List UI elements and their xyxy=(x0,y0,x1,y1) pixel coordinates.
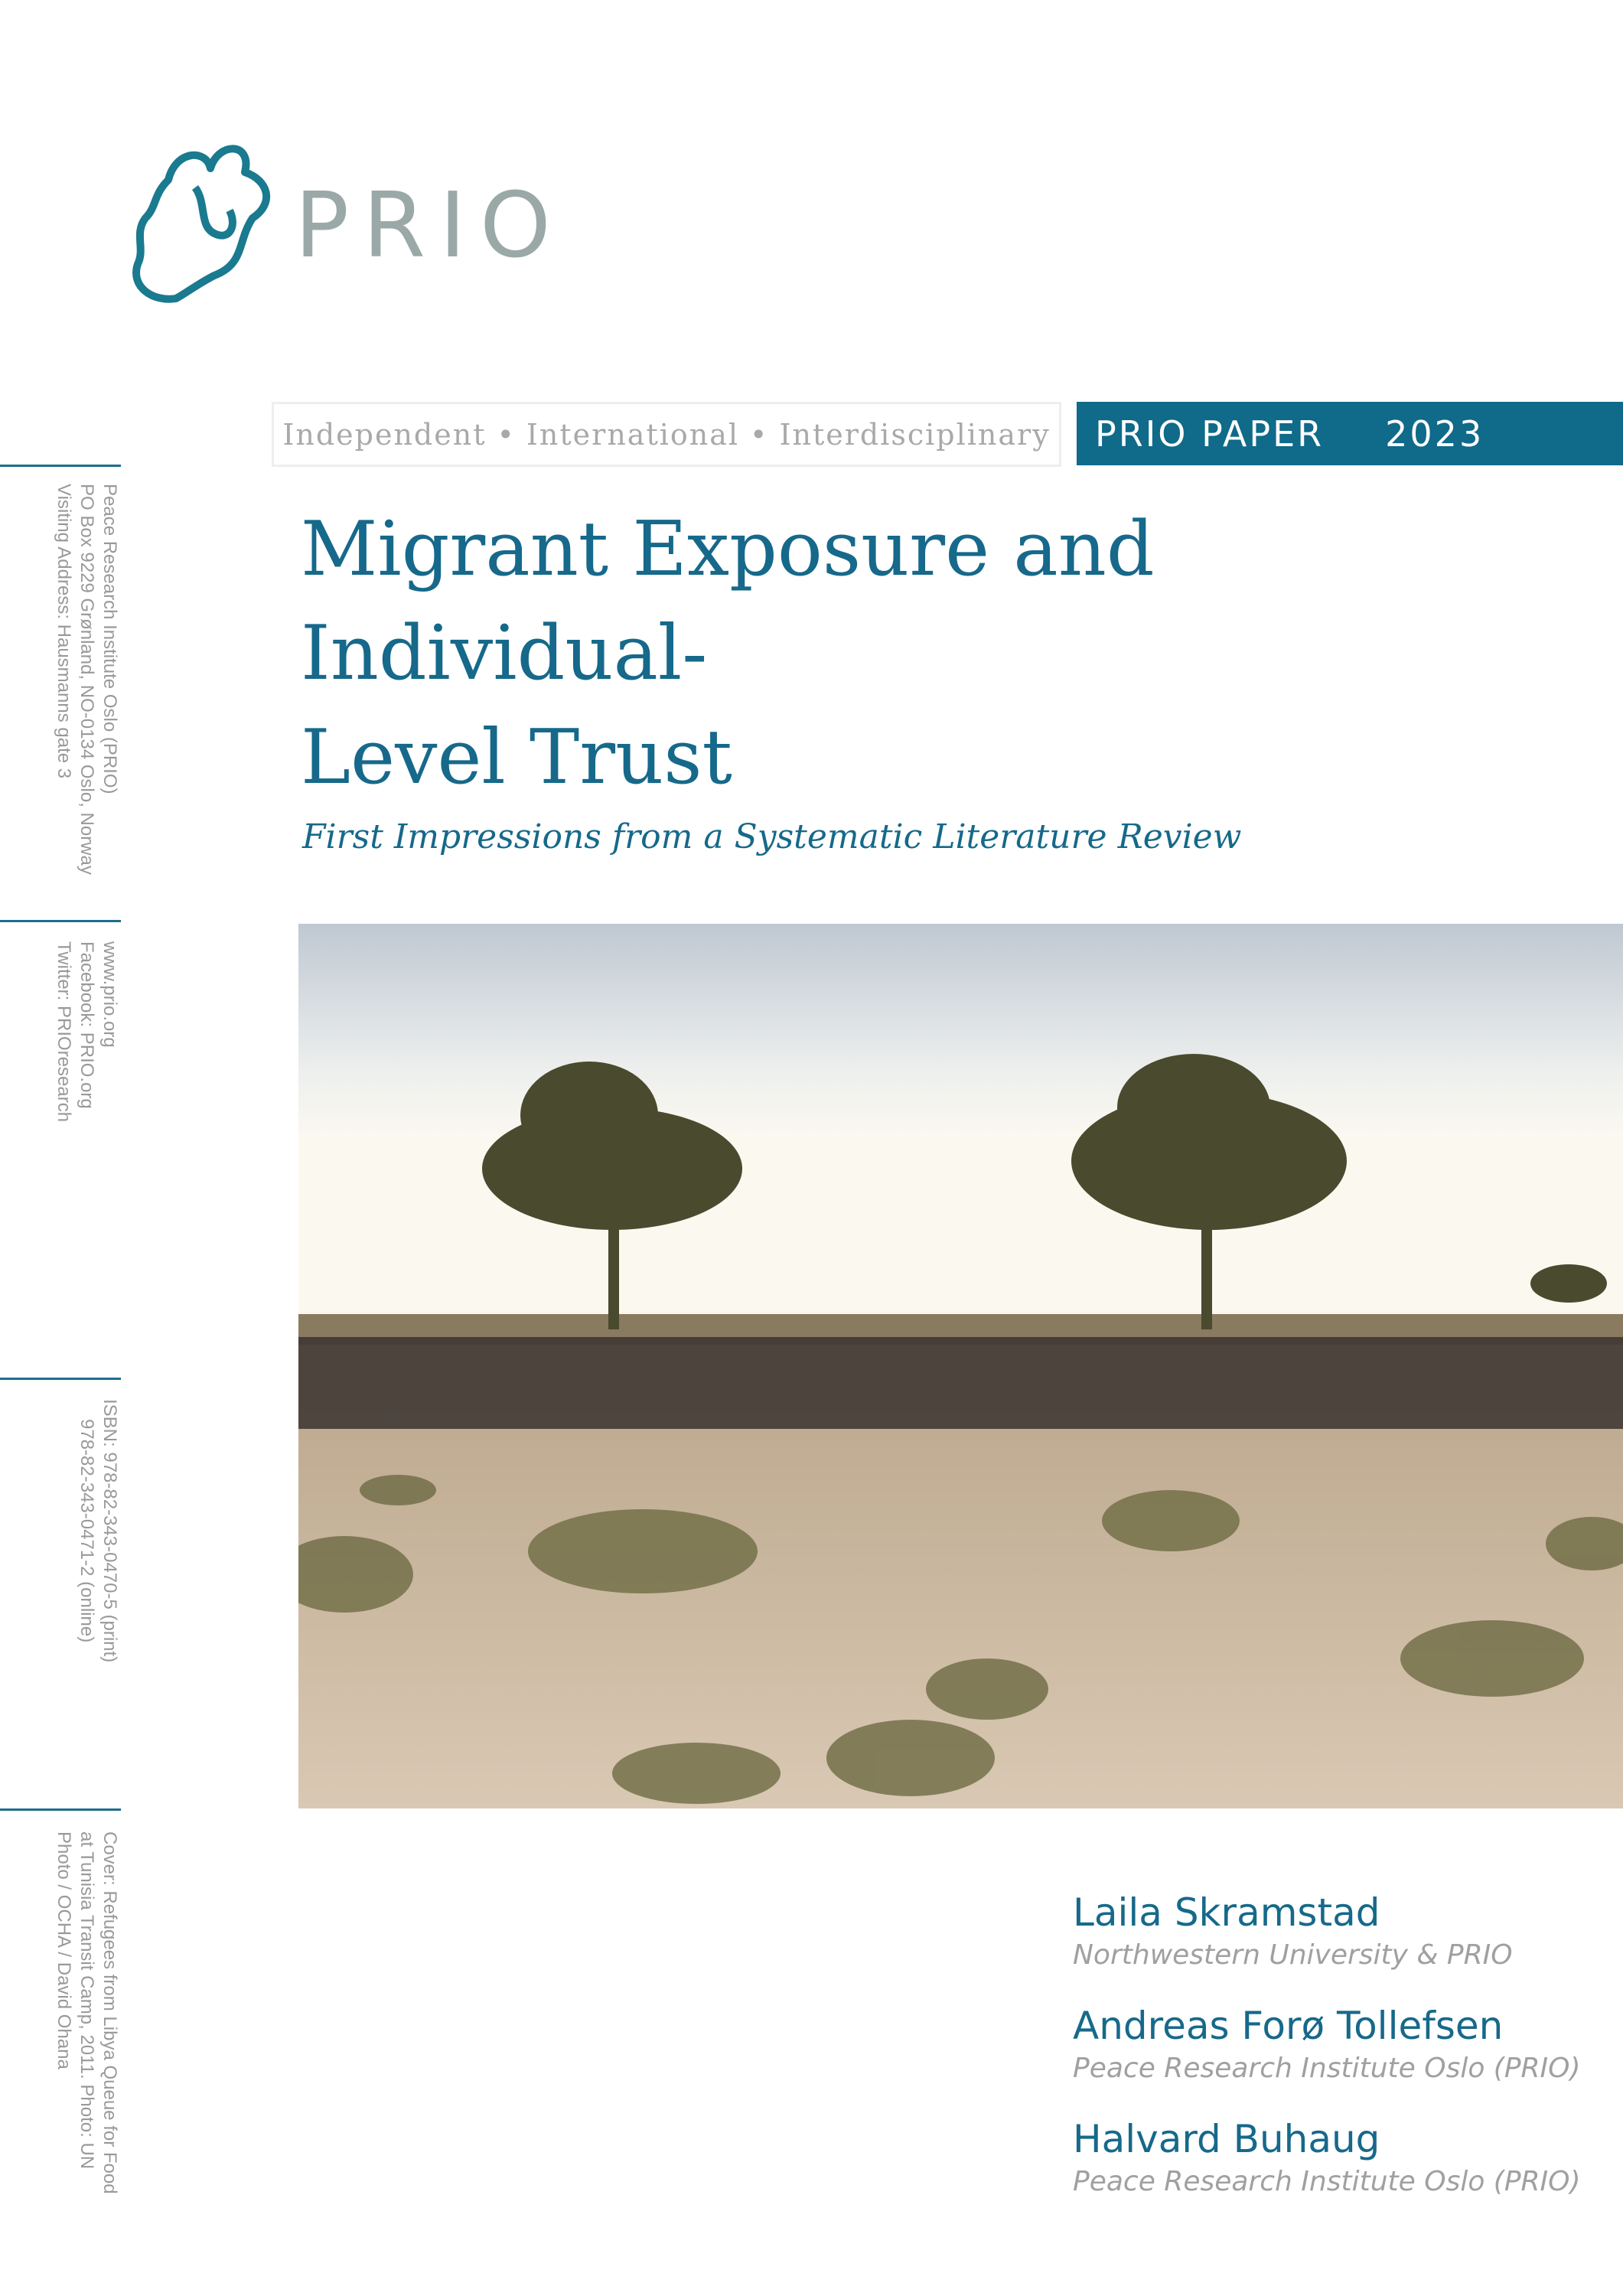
tagline-item: Independent xyxy=(282,417,487,452)
sidebar-web xyxy=(52,941,121,1122)
paper-subtitle: First Impressions from a Systematic Literature Review xyxy=(302,817,1242,856)
tagline xyxy=(272,402,1061,467)
sidebar-isbn xyxy=(75,1399,121,1662)
author-name: Laila Skramstad xyxy=(1073,1890,1380,1935)
series-year: 2023 xyxy=(1385,413,1484,455)
tagline-separator: • xyxy=(750,417,769,452)
author-name: Andreas Forø Tollefsen xyxy=(1073,2004,1504,2048)
tagline-item: International xyxy=(526,417,740,452)
author xyxy=(1073,2117,1581,2197)
isbn-print: ISBN: 978-82-343-0470-5 (print) xyxy=(99,1399,120,1663)
logo-mark-icon xyxy=(122,134,298,310)
logo-text: PRIO xyxy=(295,172,565,278)
credit-line: Cover: Refugees from Libya Queue for Food xyxy=(99,1831,120,2194)
author-name: Halvard Buhaug xyxy=(1073,2117,1380,2161)
paper-title xyxy=(301,497,1525,810)
address-line: Peace Research Institute Oslo (PRIO) xyxy=(99,484,120,794)
website-link[interactable]: www.prio.org xyxy=(99,941,120,1048)
credit-line: at Tunisia Transit Camp, 2011. Photo: UN xyxy=(77,1831,97,2170)
cover-photo xyxy=(298,924,1623,1808)
series-label: PRIO PAPER xyxy=(1095,413,1325,455)
title-line: Level Trust xyxy=(301,714,732,801)
author-affiliation: Peace Research Institute Oslo (PRIO) xyxy=(1073,2053,1581,2084)
author xyxy=(1073,2004,1581,2084)
tagline-item: Interdisciplinary xyxy=(779,417,1051,452)
sidebar-divider xyxy=(0,920,121,922)
facebook-link[interactable]: Facebook: PRIO.org xyxy=(77,941,97,1109)
author xyxy=(1073,1890,1513,1971)
address-line: PO Box 9229 Grønland, NO-0134 Oslo, Norway xyxy=(77,484,97,875)
sidebar-address xyxy=(52,484,121,875)
sidebar-cover-credit xyxy=(52,1831,121,2194)
sidebar-divider xyxy=(0,465,121,467)
isbn-online: 978-82-343-0471-2 (online) xyxy=(77,1419,97,1643)
sidebar-divider xyxy=(0,1808,121,1811)
credit-line: Photo / OCHA / David Ohana xyxy=(54,1831,74,2069)
title-line: Migrant Exposure and Individual- xyxy=(301,506,1155,697)
tagline-separator: • xyxy=(497,417,516,452)
series-banner xyxy=(1077,402,1623,465)
author-affiliation: Peace Research Institute Oslo (PRIO) xyxy=(1073,2166,1581,2197)
author-affiliation: Northwestern University & PRIO xyxy=(1073,1939,1513,1971)
address-line: Visiting Address: Hausmanns gate 3 xyxy=(54,484,74,779)
sidebar-divider xyxy=(0,1378,121,1380)
twitter-link[interactable]: Twitter: PRIOresearch xyxy=(54,941,74,1123)
